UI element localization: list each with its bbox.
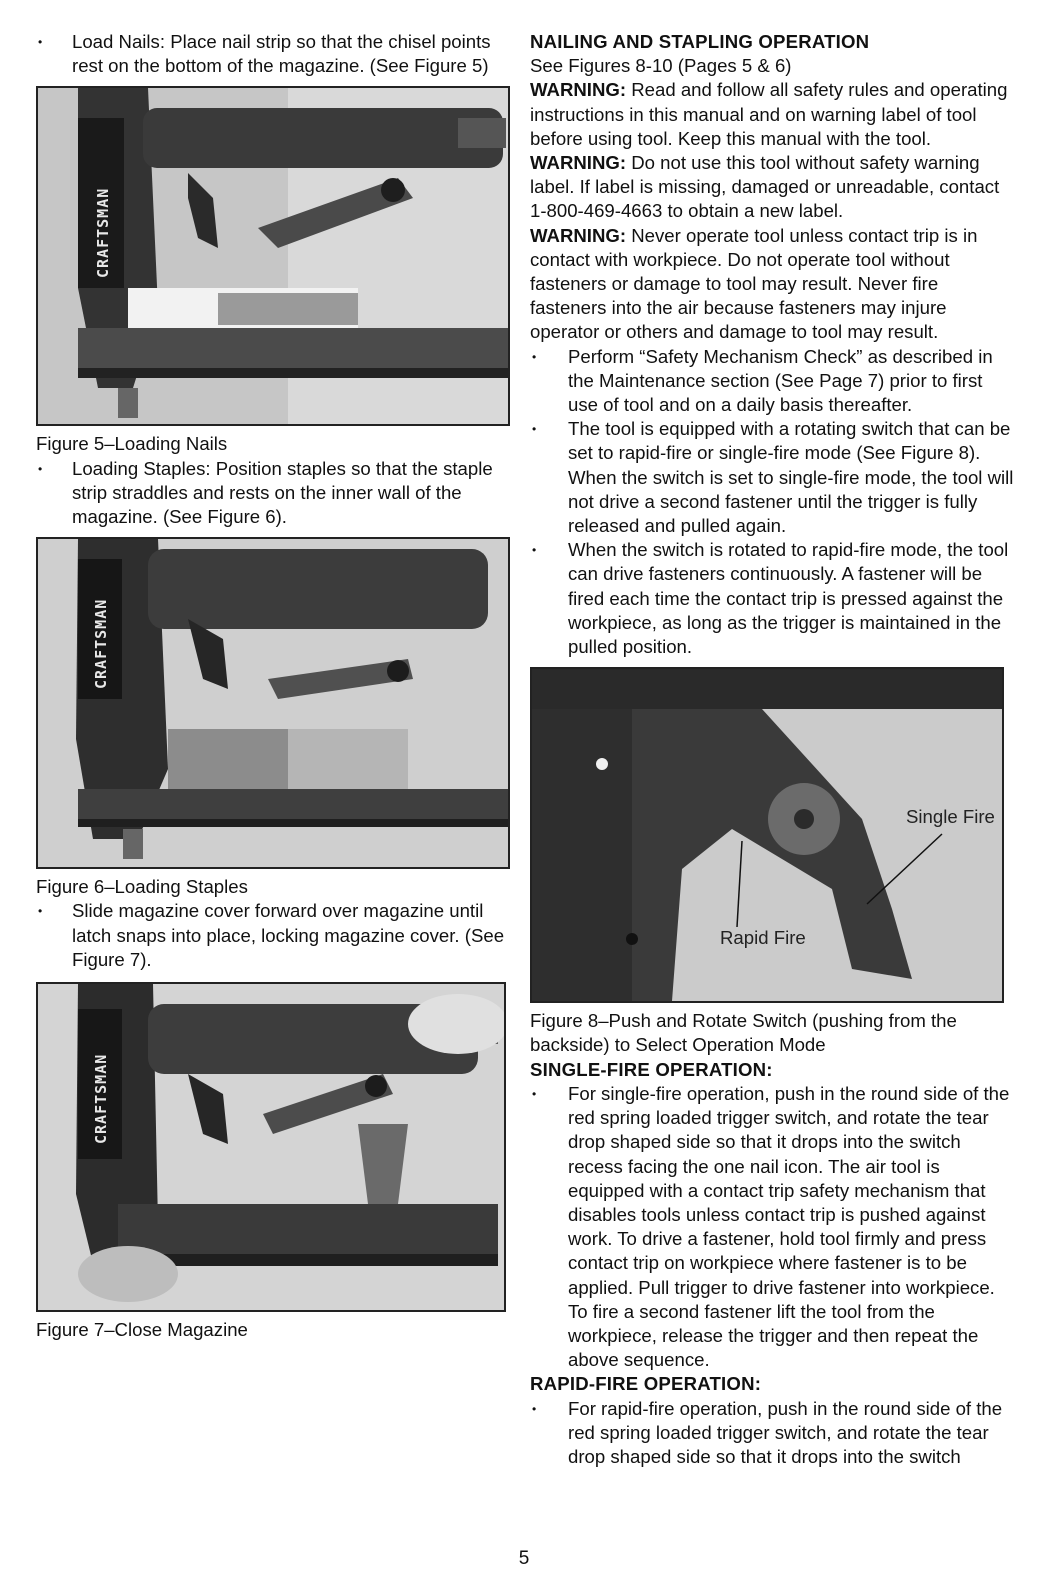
page-number: 5 — [518, 1548, 530, 1569]
bullet-rapid-fire-mode: • When the switch is rotated to rapid-fire mode, the tool can drive fasteners continuously. A fastener will be fired each time the contact trip is pressed against the workpiece, as long as the trigger is maintained in the pulled position. — [530, 538, 1016, 659]
right-column — [530, 30, 1016, 1469]
rapid-fire-label: Rapid Fire — [720, 927, 806, 949]
close-magazine-illustration — [38, 984, 504, 1310]
single-fire-heading: SINGLE-FIRE OPERATION: — [530, 1058, 773, 1080]
rapid-fire-heading: RAPID-FIRE OPERATION: — [530, 1373, 762, 1395]
figure-8-image — [530, 667, 1004, 1003]
warning-1 — [530, 78, 1016, 151]
warning-3-text: Never operate tool unless contact trip is in contact with workpiece. Do not operate tool without fasteners or damage to tool may result. Never fire fasteners into the air because fasteners may injure operator or others and damage to tool may result. — [530, 224, 978, 343]
stapler-illustration — [38, 539, 508, 867]
warning-2-text: Do not use this tool without safety warning label. If label is missing, damaged or unreadable, contact 1-800-469-4663 to obtain a new label. — [530, 152, 1000, 222]
fig6-brand-text: CRAFTSMAN — [92, 598, 110, 690]
figure-7-caption: Figure 7–Close Magazine — [36, 1319, 248, 1341]
nailer-illustration — [38, 88, 508, 424]
fig5-brand-text: CRAFTSMAN — [94, 188, 112, 279]
bullet-safety-check: • Perform “Safety Mechanism Check” as described in the Maintenance section (See Page 7) prior to first use of tool and on a daily basis thereafter. — [530, 345, 1016, 418]
figure-6-caption: Figure 6–Loading Staples — [36, 876, 248, 898]
single-fire-label: Single Fire — [906, 806, 995, 828]
switch-illustration — [532, 669, 1002, 1001]
bullet-load-staples: • Loading Staples: Position staples so that the staple strip straddles and rests on the inner wall of the magazine. (See Figure 6). — [36, 457, 516, 530]
nailing-heading: NAILING AND STAPLING OPERATION — [530, 31, 870, 52]
bullet-single-fire: • For single-fire operation, push in the round side of the red spring loaded trigger switch, and rotate the tear drop shaped side so that it drops into the switch recess facing the one nail icon. The air tool is equipped with a contact trip safety mechanism that disables tools unless contact trip is pushed against work. To drive a fastener, hold tool firmly and press contact trip on workpiece where fastener is to be applied. Pull trigger to drive fastener into workpiece. To fire a second fastener lift the tool from the workpiece, release the trigger and then repeat the above sequence. — [530, 1082, 1016, 1372]
warning-1-text: Read and follow all safety rules and operating instructions in this manual and on warning label of tool before using tool. Keep this manual with the tool. — [530, 79, 1008, 149]
bullet-rapid-fire: • For rapid-fire operation, push in the round side of the red spring loaded trigger switch, and rotate the tear drop shaped side so that it drops into the switch — [530, 1397, 1016, 1470]
see-figures: See Figures 8-10 (Pages 5 & 6) — [530, 55, 792, 77]
fig7-brand-text: CRAFTSMAN — [92, 1053, 110, 1145]
figure-5-caption: Figure 5–Loading Nails — [36, 433, 228, 455]
bullet-rotating-switch: • The tool is equipped with a rotating switch that can be set to rapid-fire or single-fire mode (See Figure 8). When the switch is set to single-fire mode, the tool will not drive a second fastener until the trigger is fully released and pulled again. — [530, 417, 1016, 538]
warning-2-label: WARNING: — [530, 152, 627, 174]
figure-7-image — [36, 982, 506, 1312]
figure-5-image — [36, 86, 510, 426]
warning-3-label: WARNING: — [530, 224, 627, 246]
bullet-load-nails: • Load Nails: Place nail strip so that the chisel points rest on the bottom of the magazine. (See Figure 5) — [36, 30, 516, 78]
figure-8-caption: Figure 8–Push and Rotate Switch (pushing from the backside) to Select Operation Mode — [530, 1010, 957, 1056]
warning-1-label: WARNING: — [530, 79, 627, 101]
warning-2 — [530, 151, 1016, 224]
warning-3 — [530, 224, 1016, 345]
bullet-slide-cover: • Slide magazine cover forward over magazine until latch snaps into place, locking magazine cover. (See Figure 7). — [36, 899, 516, 972]
left-column — [36, 30, 516, 1342]
figure-6-image — [36, 537, 510, 869]
